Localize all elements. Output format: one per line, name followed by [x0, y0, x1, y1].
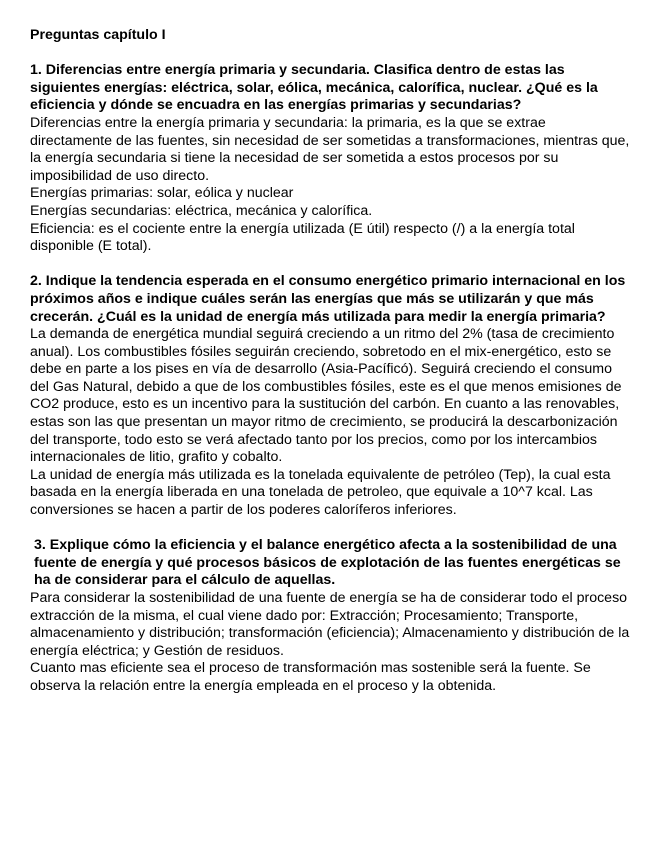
question-1: 1. Diferencias entre energía primaria y secundaria. Clasifica dentro de estas las siguientes energías: eléctrica, solar, eólica, mecánica, calorífica, nuclear. ¿Qué es la eficiencia y dónde se encuadra en las energías primarias y secundarias?	[30, 62, 598, 114]
question-2: 2. Indique la tendencia esperada en el consumo energético primario internacional en los próximos años e indique cuáles serán las energías que más se utilizarán y que más crecerán. ¿Cuál es la unidad de energía más utilizada para medir la energía primaria?	[30, 273, 626, 325]
answer-3-paragraph-1: Para considerar la sostenibilidad de una fuente de energía se ha de considerar todo el proceso extracción de la misma, el cual viene dado por: Extracción; Procesamiento; Transporte, almacenamiento y distribución; transformación (eficiencia); Almacenamiento y distribución de la energía eléctrica; y Gestión de residuos.	[30, 590, 630, 659]
question-3: 3. Explique cómo la eficiencia y el balance energético afecta a la sostenibilidad de una fuente de energía y qué procesos básicos de explotación de las fuentes energéticas se ha de considerar para el cálculo de aquellas.	[34, 537, 621, 589]
answer-1-paragraph-1: Diferencias entre la energía primaria y secundaria: la primaria, es la que se extrae directamente de las fuentes, sin necesidad de ser sometidas a transformaciones, mientras que, la energía secundaria si tiene la necesidad de ser sometida a estos procesos por su imposibilidad de uso directo.	[30, 114, 630, 184]
answer-2-paragraph-1: La demanda de energética mundial seguirá creciendo a un ritmo del 2% (tasa de crecimiento anual). Los combustibles fósiles seguirán creciendo, sobretodo en el mix-energético, esto se debe en parte a los pises en vía de desarrollo (Asia-Pacíficó). Seguirá creciendo el consumo del Gas Natural, debido a que de los combustibles fósiles, este es el que menos emisiones de CO2 produce, esto es un incentivo para la sustitución del carbón. En cuanto a las renovables, estas son las que presentan un mayor ritmo de crecimiento, se producirá la descarbonización del transporte, todo esto se verá afectado tanto por los precios, como por los intercambios internacionales de litio, grafito y cobalto.	[30, 326, 622, 466]
section-2	[30, 273, 630, 519]
answer-1-paragraph-3: Energías secundarias: eléctrica, mecánica y calorífica.	[30, 202, 373, 219]
document-page	[30, 27, 630, 713]
answer-3-paragraph-2: Cuanto mas eficiente sea el proceso de transformación mas sostenible será la fuente. Se observa la relación entre la energía empleada en el proceso y la obtenida.	[30, 660, 591, 694]
section-3	[30, 537, 630, 695]
document-title: Preguntas capítulo I	[30, 27, 166, 43]
answer-1-paragraph-2: Energías primarias: solar, eólica y nuclear	[30, 185, 294, 202]
section-1	[30, 62, 630, 256]
answer-1-paragraph-4: Eficiencia: es el cociente entre la energía utilizada (E útil) respecto (/) a la energía total disponible (E total).	[30, 220, 575, 255]
answer-2-paragraph-2: La unidad de energía más utilizada es la tonelada equivalente de petróleo (Tep), la cual esta basada en la energía liberada en una tonelada de petroleo, que equivale a 10^7 kcal. Las conversiones se hacen a partir de los poderes caloríferos inferiores.	[30, 466, 611, 519]
